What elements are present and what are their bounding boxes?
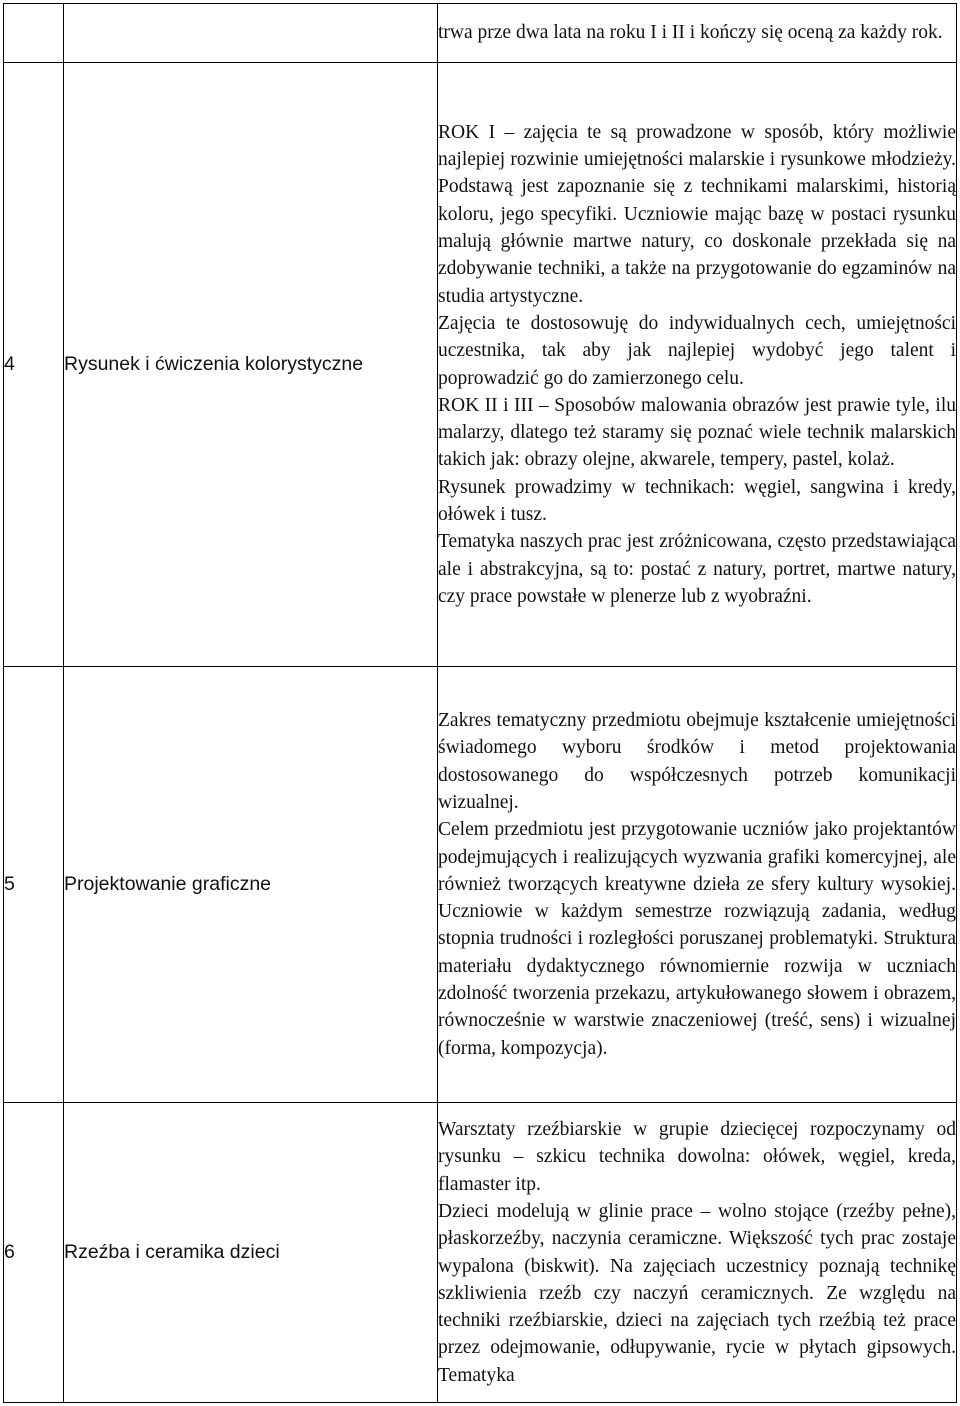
description-paragraph: ROK I – zajęcia te są prowadzone w sposób, który możliwie najlepiej rozwinie umiejętności malarskie i rysunkowe młodzieży. Podstawą jest zapoznanie się z technikami malarskimi, historią koloru, jego specyfiki. Uczniowie mając bazę w postaci rysunku malują głównie martwe natury, co doskonale przekłada się na zdobywanie techniki, a także na przygotowanie do egzaminów na studia artystyczne. <box>438 121 956 307</box>
description-paragraph: ROK II i III – Sposobów malowania obrazów jest prawie tyle, ilu malarzy, dlatego też staramy się poznać wiele technik malarskich takich jak: obrazy olejne, akwarele, tempery, pastel, kolaż. <box>438 394 956 471</box>
subject-description <box>438 63 957 667</box>
subject-name: Projektowanie graficzne <box>64 667 438 1103</box>
description-paragraph: Zajęcia te dostosowuję do indywidualnych cech, umiejętności uczestnika, tak aby jak najlepiej wydobyć jego talent i poprowadzić go do zamierzonego celu. <box>438 312 956 389</box>
description-paragraph: Dzieci modelują w glinie prace – wolno stojące (rzeźby pełne), płaskorzeźby, naczynia ceramiczne. Większość tych prac zostaje wypalona (biskwit). Na zajęciach uczestnicy poznają technikę szkliwienia rzeźb czy naczyń ceramicznych. Ze względu na techniki rzeźbiarskie, dzieci na zajęciach tych rzeźbią też prace przez odejmowanie, odłupywanie, rycie w płytach gipsowych. Tematyka <box>438 1200 956 1386</box>
subject-name: Rzeźba i ceramika dzieci <box>64 1103 438 1403</box>
table-row <box>4 63 957 667</box>
subject-name <box>64 4 438 63</box>
curriculum-table <box>3 3 957 1403</box>
table-row <box>4 667 957 1103</box>
subject-description <box>438 1103 957 1403</box>
description-paragraph: Warsztaty rzeźbiarskie w grupie dziecięcej rozpoczynamy od rysunku – szkicu technika dowolna: ołówek, węgiel, kreda, flamaster itp. <box>438 1119 956 1195</box>
description-paragraph: Rysunek prowadzimy w technikach: węgiel, sangwina i kredy, ołówek i tusz. <box>438 476 956 525</box>
subject-description <box>438 4 957 63</box>
subject-name: Rysunek i ćwiczenia kolorystyczne <box>64 63 438 667</box>
table-row <box>4 4 957 63</box>
description-paragraph: Celem przedmiotu jest przygotowanie uczniów jako projektantów podejmujących i realizujących wyzwania grafiki komercyjnej, ale również tworzących kreatywne dzieła ze sfery kultury wysokiej. Uczniowie w każdym semestrze rozwiązują zadania, według stopnia trudności i rozległości poruszanej problematyki. Struktura materiału dydaktycznego równomiernie rozwija w uczniach zdolność tworzenia przekazu, artykułowanego słowem i obrazem, równocześnie w warstwie znaczeniowej (treść, sens) i wizualnej (forma, kompozycja). <box>438 819 956 1059</box>
description-paragraph: Tematyka naszych prac jest zróżnicowana, często przedstawiająca ale i abstrakcyjna, są to: postać z natury, portret, martwe natury, czy prace powstałe w plenerze lub z wyobraźni. <box>438 531 956 607</box>
row-number: 6 <box>4 1103 64 1403</box>
subject-description <box>438 667 957 1103</box>
description-paragraph: Zakres tematyczny przedmiotu obejmuje kształcenie umiejętności świadomego wyboru środków i metod projektowania dostosowanego do współczesnych potrzeb komunikacji wizualnej. <box>438 710 956 813</box>
row-number: 5 <box>4 667 64 1103</box>
row-number: 4 <box>4 63 64 667</box>
description-paragraph: trwa prze dwa lata na roku I i II i kończy się oceną za każdy rok. <box>438 22 943 44</box>
row-number <box>4 4 64 63</box>
table-row <box>4 1103 957 1403</box>
